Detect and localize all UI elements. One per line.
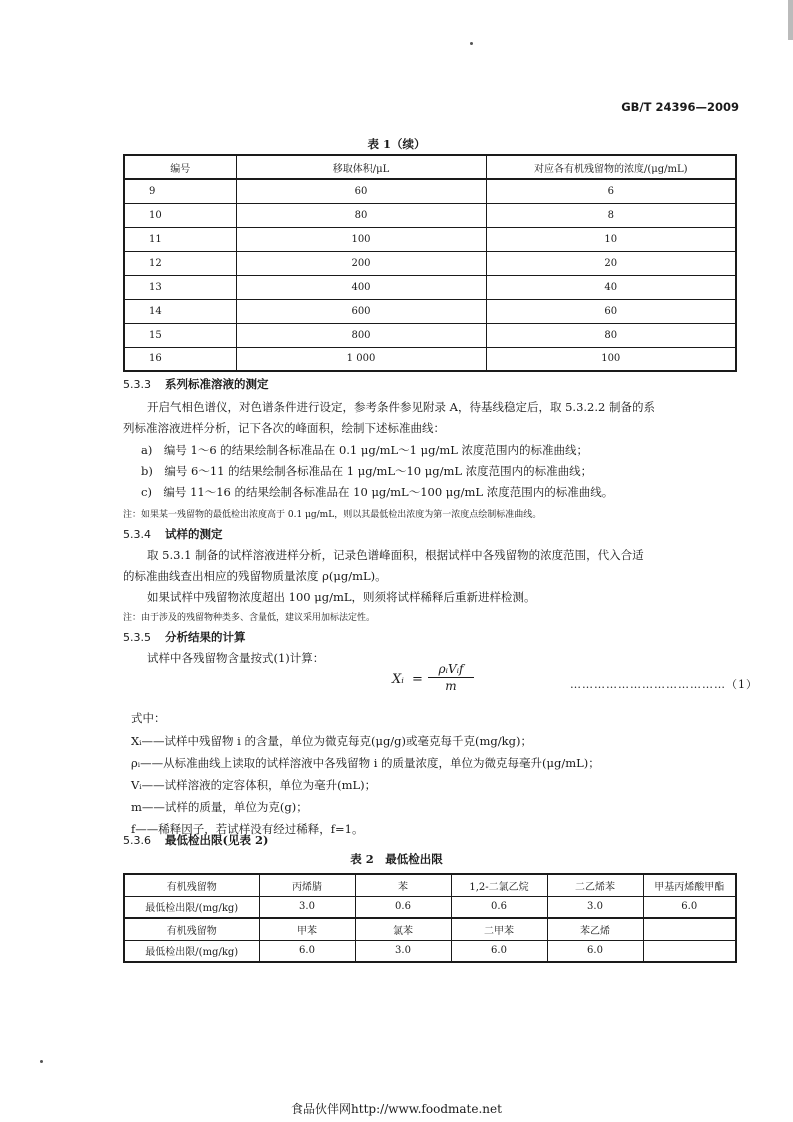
- section-number: 5.3.3: [123, 378, 151, 391]
- table2-cell: 0.6: [355, 896, 451, 918]
- table1-row: [124, 275, 736, 299]
- formula-lhs: Xᵢ: [392, 672, 404, 687]
- formula-denominator: m: [445, 679, 457, 693]
- table2-cell: [643, 918, 736, 940]
- table1-cell: 80: [236, 203, 486, 227]
- table1-cell: 80: [486, 323, 736, 347]
- table1-title: 表 1（续）: [367, 137, 426, 151]
- section-title: 试样的测定: [165, 527, 223, 541]
- table2-cell: 苯乙烯: [547, 918, 643, 940]
- table1-header-cell: 移取体积/μL: [236, 155, 486, 179]
- table2-cell: 0.6: [451, 896, 547, 918]
- table1-cell: 6: [486, 179, 736, 203]
- variable-definition: f——稀释因子，若试样没有经过稀释，f=1。: [131, 822, 364, 836]
- table2-cell: 6.0: [643, 896, 736, 918]
- list-item-a: a) 编号 1～6 的结果绘制各标准品在 0.1 μg/mL～1 μg/mL 浓度范围内的标准曲线；: [141, 443, 589, 457]
- table1-cell: 16: [124, 347, 236, 371]
- table1-row: [124, 203, 736, 227]
- standard-code: GB/T 24396—2009: [621, 100, 739, 114]
- table2-cell: 3.0: [355, 940, 451, 962]
- section-number: 5.3.5: [123, 631, 151, 644]
- table1-cell: 13: [124, 275, 236, 299]
- formula-fraction: [428, 662, 474, 693]
- variable-definition: Vᵢ——试样溶液的定容体积，单位为毫升(mL)；: [131, 778, 377, 792]
- table2-cell: 最低检出限/(mg/kg): [124, 940, 259, 962]
- table2-cell: 1,2-二氯乙烷: [451, 874, 547, 896]
- section-number: 5.3.6: [123, 834, 151, 847]
- table2: [123, 873, 737, 963]
- table1-cell: 14: [124, 299, 236, 323]
- section-title: 分析结果的计算: [165, 630, 246, 644]
- table1-cell: 600: [236, 299, 486, 323]
- formula-numerator: ρᵢVᵢf: [428, 662, 474, 678]
- table1-cell: 8: [486, 203, 736, 227]
- table1-row: [124, 227, 736, 251]
- table1-header-row: [124, 155, 736, 179]
- section-5-3-4-heading: [123, 526, 223, 542]
- table2-title: 表 2 最低检出限: [350, 852, 443, 866]
- table2-cell: 有机残留物: [124, 874, 259, 896]
- table1-header-cell: 对应各有机残留物的浓度/(μg/mL): [486, 155, 736, 179]
- table2-cell: 甲苯: [259, 918, 355, 940]
- table1-cell: 12: [124, 251, 236, 275]
- table1-cell: 9: [124, 179, 236, 203]
- table2-cell: [643, 940, 736, 962]
- section-title: 系列标准溶液的测定: [165, 377, 269, 391]
- table2-cell: 有机残留物: [124, 918, 259, 940]
- table1-cell: 1 000: [236, 347, 486, 371]
- table2-cell: 3.0: [547, 896, 643, 918]
- table1-cell: 800: [236, 323, 486, 347]
- table2-cell: 二甲苯: [451, 918, 547, 940]
- where-label: 式中：: [131, 711, 166, 725]
- scan-dot: [40, 1060, 43, 1063]
- variable-definition: ρᵢ——从标准曲线上读取的试样溶液中各残留物 i 的质量浓度，单位为微克每毫升(μg/mL)；: [131, 756, 600, 770]
- table2-cell: 丙烯腈: [259, 874, 355, 896]
- table2-row: [124, 874, 736, 896]
- formula-number: …………………………………（1）: [570, 678, 758, 691]
- scan-dot: [470, 42, 473, 45]
- footer-watermark[interactable]: 食品伙伴网http://www.foodmate.net: [291, 1102, 502, 1116]
- section-5-3-4-paragraph-cont: 的标准曲线查出相应的残留物质量浓度 ρ(μg/mL)。: [123, 569, 387, 583]
- table2-cell: 6.0: [547, 940, 643, 962]
- table2-row: [124, 918, 736, 940]
- table1-row: [124, 179, 736, 203]
- table1-row: [124, 323, 736, 347]
- table1-row: [124, 299, 736, 323]
- section-5-3-4-paragraph-2: 如果试样中残留物浓度超出 100 μg/mL，则须将试样稀释后重新进样检测。: [147, 590, 536, 604]
- variable-definition: m——试样的质量，单位为克(g)；: [131, 800, 308, 814]
- table1-cell: 20: [486, 251, 736, 275]
- table2-row: [124, 896, 736, 918]
- table2-cell: 最低检出限/(mg/kg): [124, 896, 259, 918]
- table2-cell: 氯苯: [355, 918, 451, 940]
- table1-cell: 60: [486, 299, 736, 323]
- table2-row: [124, 940, 736, 962]
- note: 注：由于涉及的残留物种类多、含量低，建议采用加标法定性。: [123, 613, 376, 623]
- table1-cell: 400: [236, 275, 486, 299]
- section-5-3-4-paragraph: 取 5.3.1 制备的试样溶液进样分析，记录色谱峰面积，根据试样中各残留物的浓度范围，代入合适: [147, 548, 644, 562]
- table1-header-cell: 编号: [124, 155, 236, 179]
- section-5-3-5-paragraph: 试样中各残留物含量按式(1)计算：: [147, 651, 325, 665]
- section-title: 最低检出限(见表 2): [165, 833, 269, 847]
- table2-cell: 二乙烯苯: [547, 874, 643, 896]
- table1-cell: 40: [486, 275, 736, 299]
- table1-cell: 100: [236, 227, 486, 251]
- table1: [123, 154, 737, 372]
- section-5-3-5-heading: [123, 629, 246, 645]
- variable-definition: Xᵢ——试样中残留物 i 的含量，单位为微克每克(μg/g)或毫克每千克(mg/kg)；: [131, 734, 532, 748]
- table2-cell: 6.0: [451, 940, 547, 962]
- section-5-3-3-paragraph-cont: 列标准溶液进样分析，记下各次的峰面积，绘制下述标准曲线：: [123, 421, 445, 435]
- table1-cell: 10: [124, 203, 236, 227]
- section-5-3-3-paragraph: 开启气相色谱仪，对色谱条件进行设定，参考条件参见附录 A，待基线稳定后，取 5.3.2.2 制备的系: [147, 400, 655, 414]
- table1-cell: 200: [236, 251, 486, 275]
- table1-cell: 60: [236, 179, 486, 203]
- list-item-c: c) 编号 11～16 的结果绘制各标准品在 10 μg/mL～100 μg/mL 浓度范围内的标准曲线。: [141, 485, 614, 499]
- section-5-3-6-heading: [123, 832, 268, 848]
- table1-row: [124, 251, 736, 275]
- table1-cell: 10: [486, 227, 736, 251]
- section-number: 5.3.4: [123, 528, 151, 541]
- scan-edge: [788, 0, 793, 40]
- table1-row: [124, 347, 736, 371]
- table1-cell: 11: [124, 227, 236, 251]
- table2-cell: 3.0: [259, 896, 355, 918]
- table1-cell: 100: [486, 347, 736, 371]
- table2-cell: 6.0: [259, 940, 355, 962]
- table1-cell: 15: [124, 323, 236, 347]
- formula-equals: =: [412, 672, 423, 687]
- note: 注：如果某一残留物的最低检出浓度高于 0.1 μg/mL，则以其最低检出浓度为第一浓度点绘制标准曲线。: [123, 510, 542, 520]
- list-item-b: b) 编号 6～11 的结果绘制各标准品在 1 μg/mL～10 μg/mL 浓度范围内的标准曲线；: [141, 464, 593, 478]
- section-5-3-3-heading: [123, 376, 269, 392]
- table2-cell: 苯: [355, 874, 451, 896]
- table2-cell: 甲基丙烯酸甲酯: [643, 874, 736, 896]
